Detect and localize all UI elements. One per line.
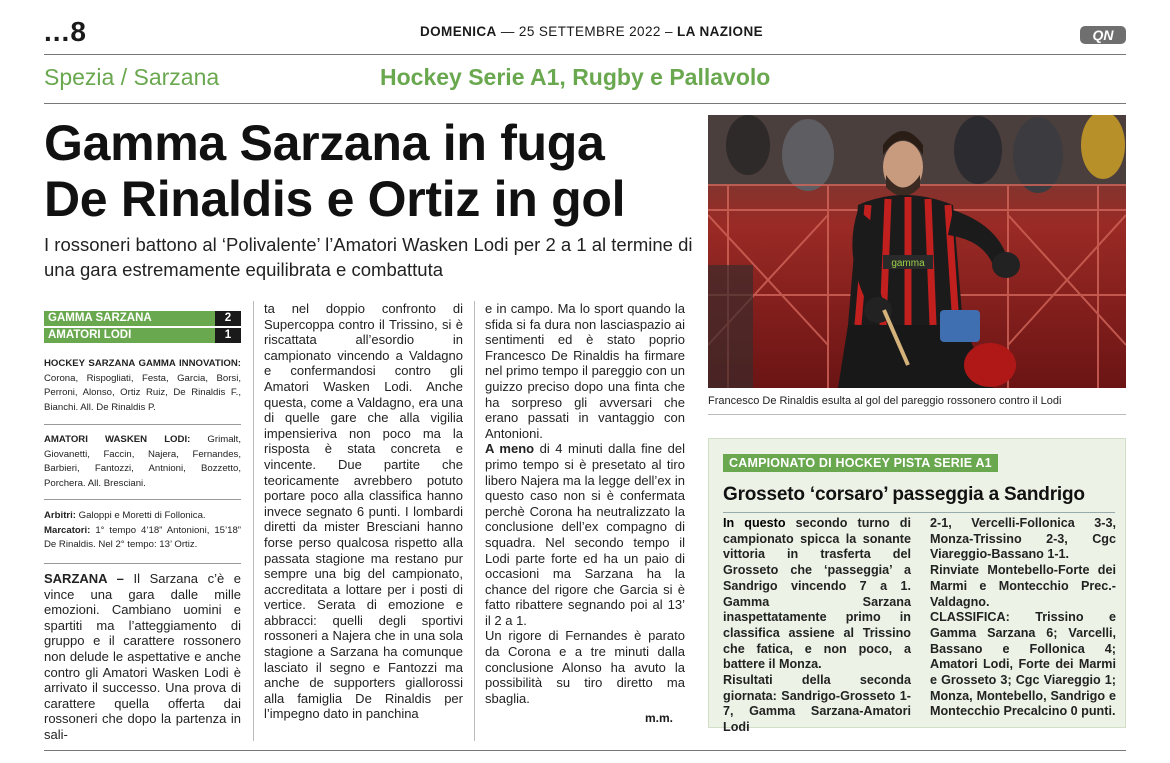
match-officials bbox=[44, 509, 241, 553]
article-column-1 bbox=[44, 571, 241, 743]
article-column-3-p3: Un rigore di Fernandes è parato da Corona e a tre minuti dalla conclusione Alonso ha avuto la possibilità su tiro diretto ma sbaglia. bbox=[485, 628, 685, 706]
column-divider bbox=[253, 301, 254, 741]
headline-line1: Gamma Sarzana in fuga bbox=[44, 115, 605, 171]
sidebar-column-1 bbox=[723, 516, 911, 736]
page-number: ...8 bbox=[44, 16, 87, 47]
caption-rule bbox=[708, 414, 1126, 415]
sidebar-title: Grosseto ‘corsaro’ passeggia a Sandrigo bbox=[723, 484, 1085, 505]
standings-label: CLASSIFICA: bbox=[930, 610, 1010, 625]
home-lineup-label: HOCKEY SARZANA GAMMA INNOVATION: bbox=[44, 358, 241, 369]
sidebar-column-2 bbox=[930, 516, 1116, 720]
masthead-date-text: 25 SETTEMBRE 2022 bbox=[518, 24, 661, 39]
masthead-paper: LA NAZIONE bbox=[677, 24, 764, 39]
sidebar-results: Risultati della seconda giornata: Sandrigo-Grosseto 1-7, Gamma Sarzana-Amatori Lodi bbox=[723, 673, 911, 735]
sidebar-results-cont: 2-1, Vercelli-Follonica 3-3, Monza-Trissino 2-3, Cgc Viareggio-Bassano 1-1. bbox=[930, 516, 1116, 562]
qn-logo-text: QN bbox=[1092, 27, 1114, 43]
masthead-rule bbox=[44, 54, 1126, 55]
sidebar-rule bbox=[723, 512, 1115, 513]
home-lineup bbox=[44, 357, 241, 415]
home-score: 2 bbox=[215, 311, 241, 326]
standings: Trissino e Gamma Sarzana 6; Varcelli, Bassano e Follonica 4; Amatori Lodi, Forte dei Marmi e Grosseto 3; Cgc Viareggio 1; Monza, Montebello, Sandrigo e Montecchio Precalcino 0 punti. bbox=[930, 610, 1116, 719]
player-celebration-photo bbox=[708, 115, 1126, 388]
home-lineup-players: Corona, Rispogliati, Festa, Garcia, Borsi, Perroni, Alonso, Ortiz Ruiz, De Rinaldis F., Bianchi. All. De Rinaldis P. bbox=[44, 372, 241, 413]
article-signature: m.m. bbox=[645, 711, 674, 725]
sidebar-column-1-text: secondo turno di campionato spicca la sonante vittoria in trasferta del Grosseto che ‘passeggia’ a Sandrigo vincendo 7 a 1. Gamma Sarzana inaspettatamente primo in classifica assiene al Trissino che fatica, e non poco, a battere il Monza. bbox=[723, 516, 911, 672]
article-column-3 bbox=[485, 301, 685, 706]
away-lineup-label: AMATORI WASKEN LODI: bbox=[44, 434, 191, 445]
sidebar-postponed: Rinviate Montebello-Forte dei Marmi e Montecchio Prec.-Valdagno. bbox=[930, 563, 1116, 609]
article-dateline: SARZANA – bbox=[44, 571, 124, 586]
lineup-divider bbox=[44, 563, 241, 564]
footer-rule bbox=[44, 750, 1126, 751]
column-divider bbox=[474, 301, 475, 741]
scoreboard-away bbox=[44, 328, 241, 343]
qn-logo-icon bbox=[1080, 24, 1126, 46]
away-team: AMATORI LODI bbox=[48, 329, 132, 341]
section-rule bbox=[44, 103, 1126, 104]
article-column-3-lead: A meno bbox=[485, 441, 535, 457]
article-column-3-p1: e in campo. Ma lo sport quando la sfida si fa dura non lasciaspazio ai sentimenti ed è stato poprio Francesco De Rinaldis ha firmare nel primo tempo il pareggio con un guizzo preciso dopo una finta che ha sorpreso gli avversari che erano passati in vantaggio con Antonioni. bbox=[485, 301, 685, 441]
referees: Galoppi e Moretti di Follonica. bbox=[78, 510, 206, 521]
article-column-3-p2: di 4 minuti dalla fine del primo tempo si è presetato al tiro libero Najera ma la legge dell’ex in questo caso non si è confermata perchè Corona ha neutralizzato la conclusione dell’ex compagno di squadra. Nel secondo tempo il Lodi parte forte ed ha un paio di occasioni ma Sarzana ha la chance del rigore che Garcia si è fatto ribattere segnando poi al 13’ il 2 a 1. bbox=[485, 441, 685, 628]
masthead-paper-separator: – bbox=[664, 24, 673, 39]
away-score: 1 bbox=[215, 328, 241, 343]
scoreboard-home bbox=[44, 311, 241, 326]
topic-label: Hockey Serie A1, Rugby e Pallavolo bbox=[380, 64, 771, 90]
away-lineup bbox=[44, 433, 241, 491]
section-label: Spezia / Sarzana bbox=[44, 64, 220, 90]
headline bbox=[44, 115, 699, 227]
sidebar-lead: In questo bbox=[723, 516, 786, 530]
headline-line2: De Rinaldis e Ortiz in gol bbox=[44, 171, 626, 227]
masthead-date-separator: — bbox=[500, 24, 515, 39]
scorers-label: Marcatori: bbox=[44, 524, 91, 536]
lineup-divider bbox=[44, 424, 241, 425]
article-column-1-text: Il Sarzana c’è e vince una gara dalle mille emozioni. Cambiano uomini e spartiti ma l’atteggiamento di gruppo e il carattere rossonero non delude le aspettative e anche contro gli Amatori Wasken Lodi è arrivato il successo. Una prova di carattere quella offerta dai rossoneri che dopo la partenza in sali- bbox=[44, 571, 241, 742]
away-lineup-players: Grimalt, Giovanetti, Faccin, Najera, Fernandes, Barbieri, Fantozzi, Antnioni, Bozzetto, Porchera. All. Bresciani. bbox=[44, 434, 241, 489]
svg-text:gamma: gamma bbox=[891, 258, 925, 269]
photo-caption: Francesco De Rinaldis esulta al gol del pareggio rossonero contro il Lodi bbox=[708, 395, 1062, 407]
scorers: 1° tempo 4’18” Antonioni, 15’18” De Rinaldis. Nel 2° tempo: 13’ Ortiz. bbox=[44, 524, 242, 550]
masthead-date bbox=[420, 24, 763, 39]
lineup-divider bbox=[44, 499, 241, 500]
referees-label: Arbitri: bbox=[44, 510, 76, 521]
sidebar-tag: CAMPIONATO DI HOCKEY PISTA SERIE A1 bbox=[723, 454, 998, 472]
home-team: GAMMA SARZANA bbox=[48, 312, 152, 324]
article-column-2: ta nel doppio confronto di Supercoppa contro il Trissino, si è riscattata all’esordio in campionato vincendo a Valdagno e confermandosi contro gli Amatori Wasken Lodi. Anche questa, come a Valdagno, era una di quelle gare che alla vigilia impensieriva non poco ma la risposta è stata concreta e vincente. Due partite che teoricamente avrebbero potuto portare poco alla classifica hanno invece segnato 6 punti. I lombardi diretti da mister Bresciani hanno forse perso qualcosa rispetto alla passata stagione ma restano pur sempre una big del campionato, accreditata a lottare per i posti di vertice. Serata di emozione e abbracci: quelli degli sportivi rossoneri a Najera che in una sola stagione a Sarzana ha comunque lasciato il segno e Fantozzi ma anche de supporters giallorossi alla famiglia De Rinaldis per l’impegno dato in panchina bbox=[264, 301, 463, 722]
subheadline: I rossoneri battono al ‘Polivalente’ l’Amatori Wasken Lodi per 2 a 1 al termine di una gara estremamente equilibrata e combattuta bbox=[44, 234, 693, 280]
masthead-day: DOMENICA bbox=[420, 24, 497, 39]
